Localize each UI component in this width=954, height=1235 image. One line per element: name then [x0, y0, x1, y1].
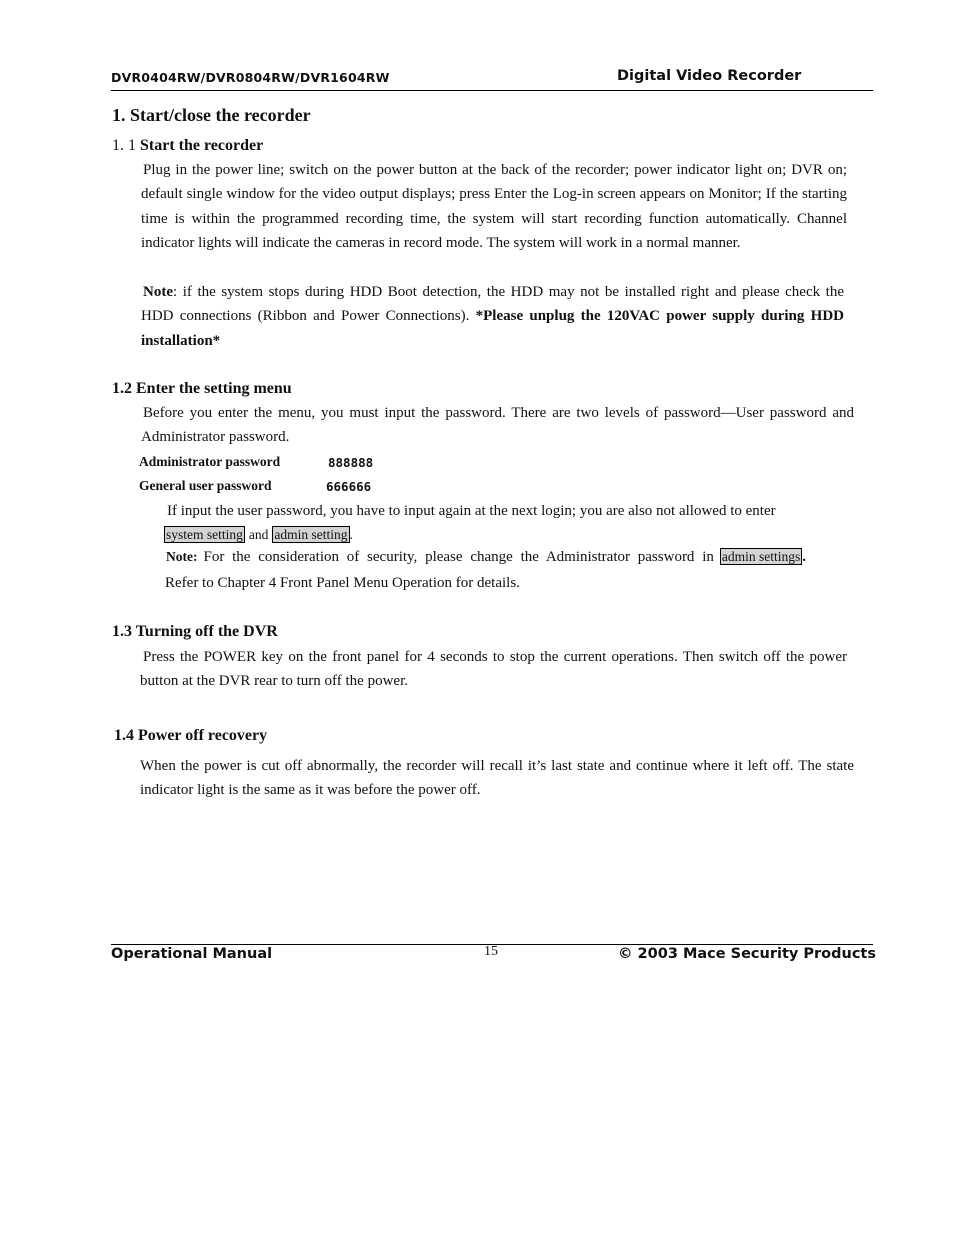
note-label: Note	[143, 284, 173, 300]
turn-off-text: Press the POWER key on the front panel for 4 seconds to stop the current operations. Then switch off the power button at the DVR rear to turn off the power.	[140, 649, 847, 690]
subsection-1-1-body	[141, 158, 847, 255]
note-warning: *Please unplug the 120VAC power supply during HDD installation*	[141, 308, 844, 349]
restriction-and: and	[248, 527, 269, 542]
admin-password-value: 888888	[328, 455, 374, 470]
subsection-1-2-body	[141, 401, 854, 450]
recovery-text: When the power is cut off abnormally, the recorder will recall it’s last state and continue where it left off. The state indicator light is the same as it was before the power off.	[140, 758, 854, 799]
security-note-label: Note:	[166, 549, 198, 564]
page-number: 15	[484, 944, 498, 959]
header-rule	[111, 90, 873, 91]
subsection-1-2-title: 1.2 Enter the setting menu	[112, 380, 292, 397]
admin-setting-reference: admin setting	[274, 527, 348, 542]
security-note: Note: For the consideration of security, please change the Administrator password in admin settings .	[166, 549, 806, 565]
subsection-1-3-body	[140, 645, 847, 694]
hdd-note	[141, 280, 844, 353]
user-password-value: 666666	[326, 479, 372, 494]
footer-manual: Operational Manual	[111, 946, 273, 962]
subsection-1-4-body	[140, 754, 854, 803]
restriction-settings: system setting and admin setting .	[166, 527, 353, 542]
password-intro: Before you enter the menu, you must input the password. There are two levels of password—User password and Administrator password.	[141, 405, 854, 446]
user-password-label: General user password	[139, 478, 272, 493]
note-text: : if the system stops during HDD Boot detection, the HDD may not be installed right and please check the HDD connections (Ribbon and Power Connections).	[141, 284, 844, 325]
admin-settings-reference: admin settings	[721, 549, 801, 564]
subsection-1-1-number: 1. 1	[112, 137, 136, 154]
admin-password-label: Administrator password	[139, 454, 281, 469]
subsection-1-1-title: Start the recorder	[140, 137, 264, 154]
header-models: DVR0404RW/DVR0804RW/DVR1604RW	[111, 70, 390, 85]
chapter-reference: Refer to Chapter 4 Front Panel Menu Operation for details.	[165, 575, 520, 591]
start-recorder-text: Plug in the power line; switch on the power button at the back of the recorder; power indicator light on; DVR on; default single window for the video output displays; press Enter the Log-in screen appears on Monitor; If the starting time is within the programmed recording time, the system will start recording function automatically. Channel indicator lights will indicate the cameras in record mode. The system will work in a normal manner.	[141, 162, 847, 251]
subsection-1-4-title: 1.4 Power off recovery	[114, 727, 268, 744]
restriction-text: If input the user password, you have to input again at the next login; you are also not allowed to enter	[167, 503, 776, 519]
system-setting-reference: system setting	[166, 527, 243, 542]
user-restriction	[167, 499, 827, 523]
subsection-1-1-heading	[112, 137, 263, 155]
security-note-text: For the consideration of security, please change the Administrator password in	[203, 549, 714, 565]
subsection-1-3-title: 1.3 Turning off the DVR	[112, 623, 278, 640]
header-product: Digital Video Recorder	[617, 68, 802, 84]
section-title: 1. Start/close the recorder	[112, 105, 311, 125]
footer-copyright: © 2003 Mace Security Products	[618, 946, 876, 962]
